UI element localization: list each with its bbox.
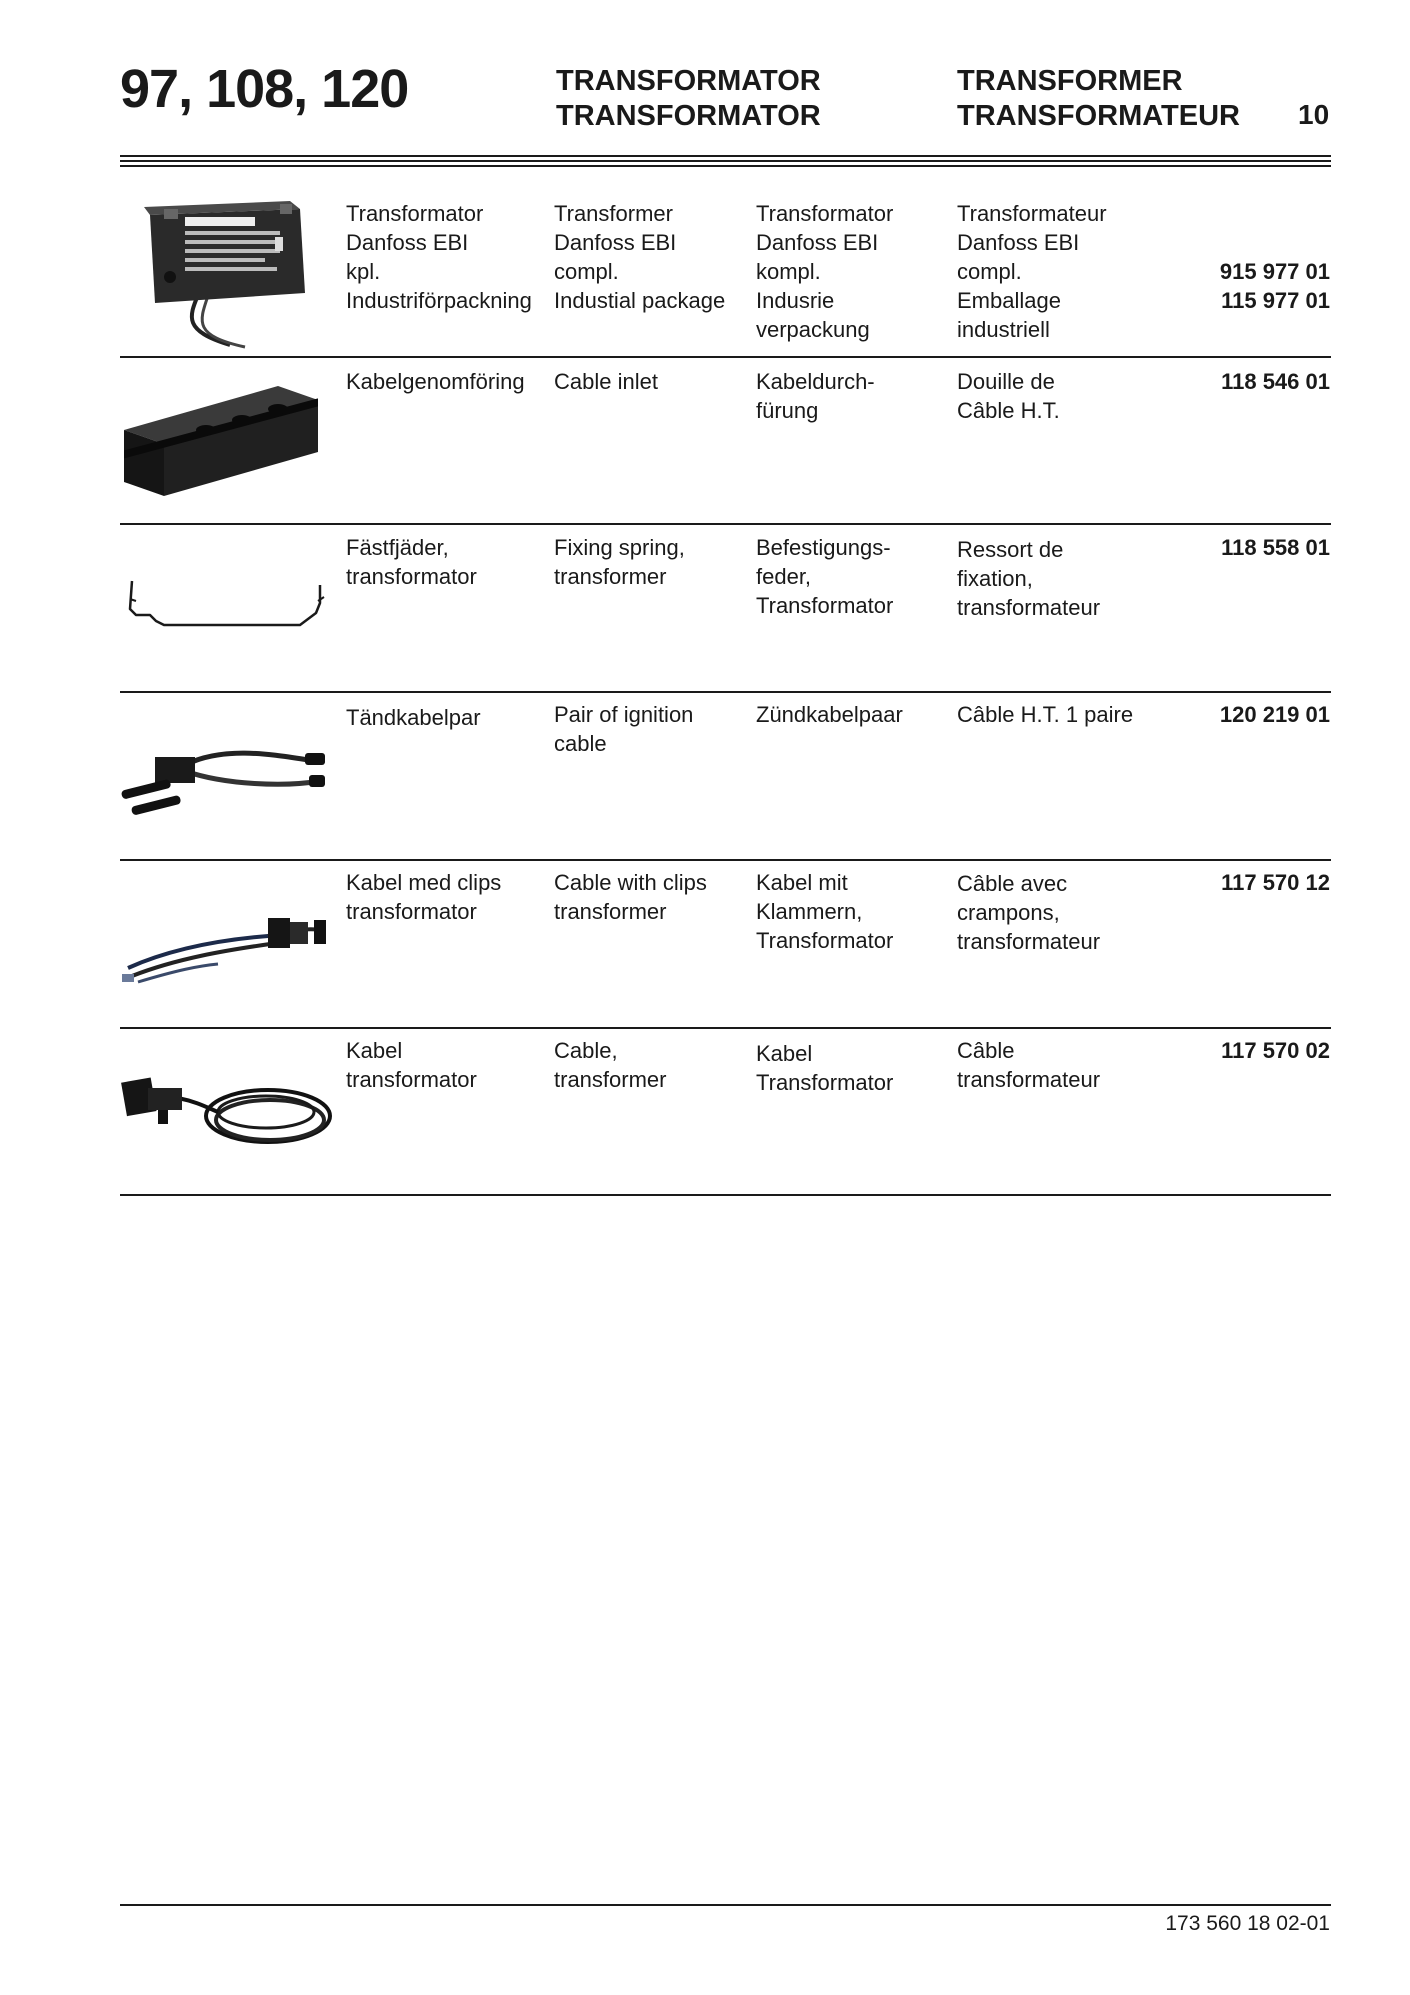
row-divider [120,356,1331,358]
desc-de: Kabel mit Klammern, Transformator [756,870,894,953]
part-number: 915 977 01 115 977 01 [1219,259,1330,313]
footer-rule [120,1904,1331,1906]
row-divider [120,859,1331,861]
ignition-cable-image [115,735,330,825]
transformer-unit-image [130,195,330,355]
desc-de: Befestigungs- feder, Transformator [756,535,894,618]
desc-en: Cable with clips transformer [554,870,707,924]
page-number: 10 [1298,99,1330,130]
desc-en: Cable inlet [554,369,658,394]
part-number: 120 219 01 [1219,702,1330,727]
desc-se: Transformator Danfoss EBI kpl. Industriförpackning [346,201,532,313]
title-se: TRANSFORMATOR [556,65,821,97]
row-divider [120,691,1331,693]
desc-de: Kabel Transformator [756,1041,894,1095]
desc-se: Kabel transformator [346,1038,477,1092]
desc-se: Fästfjäder, transformator [346,535,477,589]
part-number: 117 570 12 [1221,870,1330,895]
part-number: 117 570 02 [1221,1038,1330,1063]
desc-fr: Câble avec crampons, transformateur [957,871,1101,954]
cable-with-clips-image [118,900,333,990]
desc-fr: Ressort de fixation, transformateur [957,537,1101,620]
row-divider [120,523,1331,525]
desc-de: Zündkabelpaar [756,702,903,727]
model-numbers: 97, 108, 120 [120,59,409,119]
desc-se: Tändkabelpar [346,705,481,730]
desc-en: Cable, transformer [554,1038,667,1092]
desc-fr: Câble H.T. 1 paire [957,702,1134,727]
desc-en: Fixing spring, transformer [554,535,685,589]
desc-de: Kabeldurch- fürung [756,369,875,423]
desc-de: Transformator Danfoss EBI kompl. Indusrie verpackung [756,201,894,342]
desc-fr: Transformateur Danfoss EBI compl. Emballage industriell [957,201,1107,342]
title-fr: TRANSFORMATEUR [957,100,1240,132]
part-number: 118 546 01 [1221,369,1330,394]
cable-inlet-image [118,378,328,508]
cable-transformer-image [118,1058,338,1168]
desc-fr: Douille de Câble H.T. [957,369,1060,423]
desc-se: Kabel med clips transformator [346,870,502,924]
row-divider [120,1027,1331,1029]
title-se-de [556,64,821,134]
title-en-fr [957,64,1240,134]
desc-fr: Câble transformateur [957,1038,1101,1092]
desc-en: Transformer Danfoss EBI compl. Industial package [554,201,726,313]
title-de: TRANSFORMATOR [556,100,821,132]
document-number: 173 560 18 02-01 [1165,1912,1330,1935]
desc-se: Kabelgenomföring [346,369,525,394]
desc-en: Pair of ignition cable [554,702,694,756]
title-en: TRANSFORMER [957,65,1183,97]
fixing-spring-image [120,575,330,635]
row-divider [120,1194,1331,1196]
part-number: 118 558 01 [1221,535,1330,560]
